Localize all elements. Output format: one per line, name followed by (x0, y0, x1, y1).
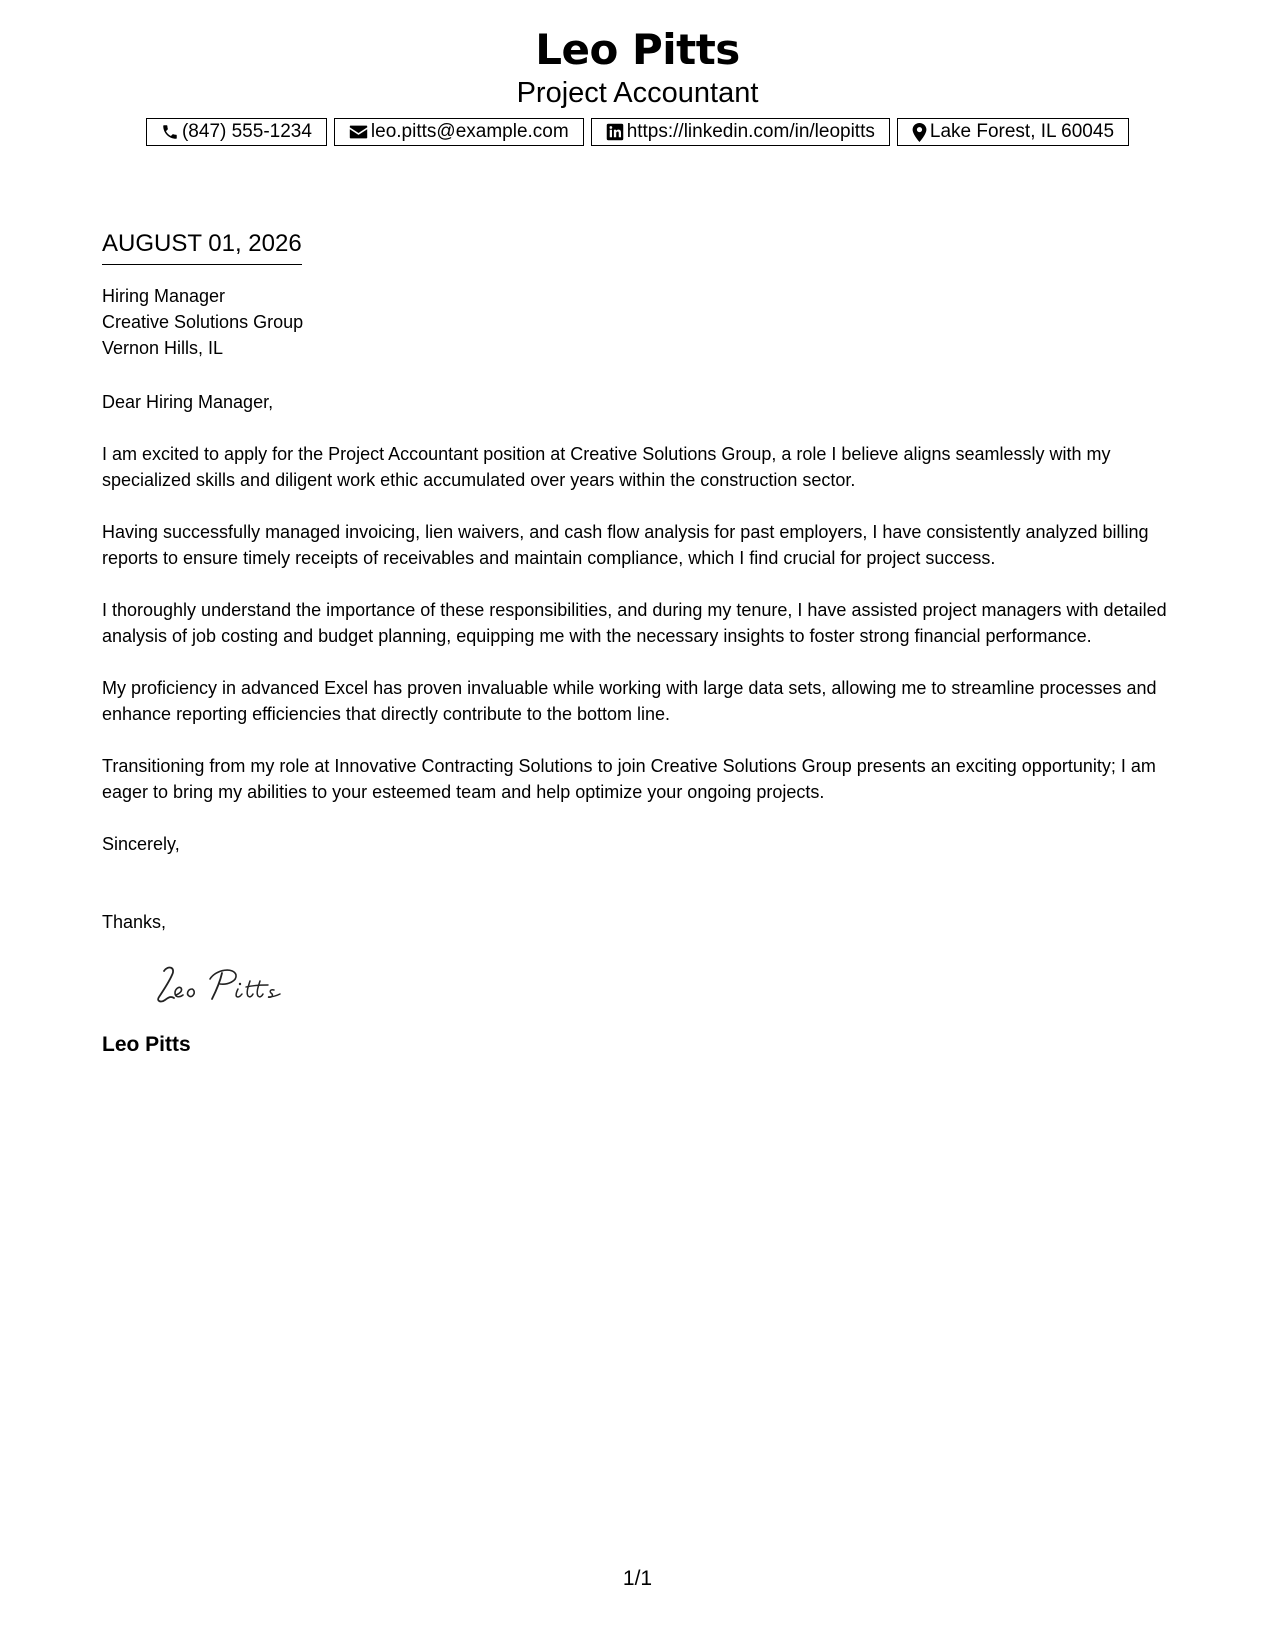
body-paragraph: I am excited to apply for the Project Accountant position at Creative Solutions Group, a role I believe aligns seamlessly with my specialized skills and diligent work ethic accumulated over years within the construction sector. (102, 444, 1111, 490)
page-number: 1/1 (622, 1567, 653, 1590)
signature-drawing (150, 957, 310, 1017)
email-text: leo.pitts@example.com (370, 121, 569, 142)
handwritten-signature (150, 957, 1182, 1017)
recipient-block (102, 283, 1182, 361)
phone-text: (847) 555-1234 (181, 121, 312, 142)
phone-icon (161, 123, 179, 141)
signer-name: Leo Pitts (102, 1033, 191, 1056)
recipient-line: Hiring Manager (102, 286, 226, 306)
linkedin-text: https://linkedin.com/in/leopitts (626, 121, 875, 142)
letter-date: AUGUST 01, 2026 (102, 228, 302, 265)
applicant-title: Project Accountant (516, 77, 759, 109)
contact-phone (146, 118, 327, 146)
body-paragraph: Transitioning from my role at Innovative Contracting Solutions to join Creative Solutions Group presents an exciting opportunity; I am eager to bring my abilities to your esteemed team and help optimize your ongoing projects. (102, 756, 1156, 802)
linkedin-icon (606, 123, 624, 141)
body-paragraph: Having successfully managed invoicing, lien waivers, and cash flow analysis for past employers, I have consistently analyzed billing reports to ensure timely receipts of receivables and maintain compliance, which I find crucial for project success. (102, 522, 1149, 568)
salutation: Dear Hiring Manager, (102, 392, 274, 412)
body-paragraph: I thoroughly understand the importance of these responsibilities, and during my tenure, I have assisted project managers with detailed analysis of job costing and budget planning, equipping me with the necessary insights to foster strong financial performance. (102, 600, 1167, 646)
body-paragraph: My proficiency in advanced Excel has proven invaluable while working with large data sets, allowing me to streamline processes and enhance reporting efficiencies that directly contribute to the bottom line. (102, 678, 1157, 724)
closing: Sincerely, (102, 834, 180, 854)
thanks-line: Thanks, (102, 912, 167, 932)
recipient-line: Vernon Hills, IL (102, 338, 224, 358)
contact-linkedin[interactable] (591, 118, 890, 146)
map-marker-icon (912, 123, 927, 142)
envelope-icon (349, 124, 368, 140)
contact-location (897, 118, 1129, 146)
applicant-name: Leo Pitts (535, 25, 740, 74)
letter-header (0, 0, 1275, 146)
contact-bar (0, 118, 1275, 146)
contact-email[interactable] (334, 118, 584, 146)
recipient-line: Creative Solutions Group (102, 312, 304, 332)
location-text: Lake Forest, IL 60045 (929, 121, 1115, 142)
letter-body (102, 228, 1182, 1059)
